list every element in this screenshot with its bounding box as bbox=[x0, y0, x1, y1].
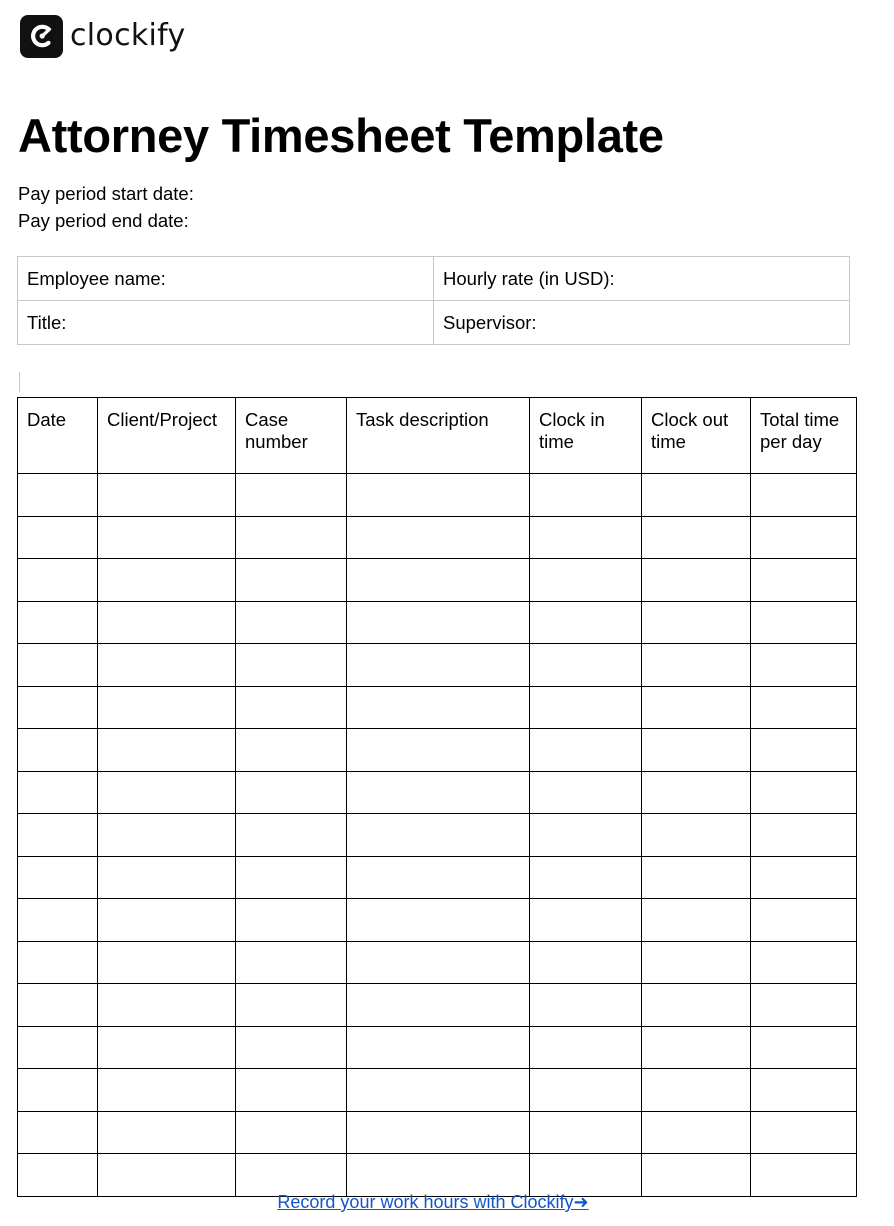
cell-clock-in-time[interactable] bbox=[530, 856, 642, 899]
table-row bbox=[18, 984, 857, 1027]
cell-clock-out-time[interactable] bbox=[642, 1026, 751, 1069]
column-header-case-number: Case number bbox=[236, 398, 347, 474]
cell-case-number[interactable] bbox=[236, 856, 347, 899]
column-header-client-project: Client/Project bbox=[98, 398, 236, 474]
cell-client-project[interactable] bbox=[98, 1111, 236, 1154]
cell-task-description[interactable] bbox=[347, 984, 530, 1027]
cell-clock-out-time[interactable] bbox=[642, 516, 751, 559]
cell-case-number[interactable] bbox=[236, 771, 347, 814]
supervisor-cell[interactable]: Supervisor: bbox=[434, 301, 850, 345]
table-row bbox=[18, 1069, 857, 1112]
cell-date[interactable] bbox=[18, 984, 98, 1027]
cell-case-number[interactable] bbox=[236, 474, 347, 517]
table-row bbox=[18, 856, 857, 899]
cell-clock-in-time[interactable] bbox=[530, 474, 642, 517]
cell-client-project[interactable] bbox=[98, 771, 236, 814]
cell-total-time-per-day[interactable] bbox=[751, 474, 857, 517]
cell-task-description[interactable] bbox=[347, 899, 530, 942]
cell-date[interactable] bbox=[18, 899, 98, 942]
cell-task-description[interactable] bbox=[347, 516, 530, 559]
pay-period-end-label: Pay period end date: bbox=[18, 210, 189, 231]
cell-date[interactable] bbox=[18, 1069, 98, 1112]
timesheet-table bbox=[17, 397, 857, 1197]
cell-clock-out-time[interactable] bbox=[642, 1069, 751, 1112]
cell-task-description[interactable] bbox=[347, 1026, 530, 1069]
cell-client-project[interactable] bbox=[98, 899, 236, 942]
cell-date[interactable] bbox=[18, 601, 98, 644]
cell-clock-out-time[interactable] bbox=[642, 601, 751, 644]
cell-case-number[interactable] bbox=[236, 1026, 347, 1069]
clockify-logo-icon bbox=[20, 15, 63, 58]
cell-client-project[interactable] bbox=[98, 941, 236, 984]
cell-task-description[interactable] bbox=[347, 1154, 530, 1197]
cell-total-time-per-day[interactable] bbox=[751, 1026, 857, 1069]
cell-clock-out-time[interactable] bbox=[642, 1111, 751, 1154]
cell-date[interactable] bbox=[18, 686, 98, 729]
cell-client-project[interactable] bbox=[98, 984, 236, 1027]
clockify-footer-link[interactable]: Record your work hours with Clockify➜ bbox=[277, 1192, 589, 1212]
table-row bbox=[18, 474, 857, 517]
cell-case-number[interactable] bbox=[236, 686, 347, 729]
cell-date[interactable] bbox=[18, 729, 98, 772]
cell-client-project[interactable] bbox=[98, 644, 236, 687]
cell-date[interactable] bbox=[18, 559, 98, 602]
cell-task-description[interactable] bbox=[347, 856, 530, 899]
cell-clock-in-time[interactable] bbox=[530, 899, 642, 942]
cell-total-time-per-day[interactable] bbox=[751, 1111, 857, 1154]
brand-name: clockify bbox=[70, 18, 186, 53]
cell-total-time-per-day[interactable] bbox=[751, 984, 857, 1027]
pay-period-start-label: Pay period start date: bbox=[18, 183, 194, 204]
table-row bbox=[18, 644, 857, 687]
cell-client-project[interactable] bbox=[98, 474, 236, 517]
column-header-date: Date bbox=[18, 398, 98, 474]
table-row bbox=[18, 941, 857, 984]
table-row bbox=[18, 516, 857, 559]
cell-task-description[interactable] bbox=[347, 814, 530, 857]
column-header-total-time-per-day: Total time per day bbox=[751, 398, 857, 474]
cell-clock-in-time[interactable] bbox=[530, 771, 642, 814]
title-cell[interactable]: Title: bbox=[18, 301, 434, 345]
cell-date[interactable] bbox=[18, 856, 98, 899]
cell-clock-in-time[interactable] bbox=[530, 559, 642, 602]
cell-client-project[interactable] bbox=[98, 729, 236, 772]
table-row bbox=[18, 729, 857, 772]
cell-total-time-per-day[interactable] bbox=[751, 856, 857, 899]
cell-clock-out-time[interactable] bbox=[642, 899, 751, 942]
cell-task-description[interactable] bbox=[347, 601, 530, 644]
cell-total-time-per-day[interactable] bbox=[751, 941, 857, 984]
cell-total-time-per-day[interactable] bbox=[751, 899, 857, 942]
cell-clock-in-time[interactable] bbox=[530, 984, 642, 1027]
cell-client-project[interactable] bbox=[98, 1069, 236, 1112]
cell-case-number[interactable] bbox=[236, 984, 347, 1027]
table-row bbox=[18, 1154, 857, 1197]
cell-case-number[interactable] bbox=[236, 729, 347, 772]
cell-clock-out-time[interactable] bbox=[642, 941, 751, 984]
cell-clock-in-time[interactable] bbox=[530, 601, 642, 644]
cell-clock-out-time[interactable] bbox=[642, 814, 751, 857]
table-row bbox=[18, 601, 857, 644]
table-row bbox=[18, 1111, 857, 1154]
table-row bbox=[18, 559, 857, 602]
cell-clock-in-time[interactable] bbox=[530, 729, 642, 772]
cell-total-time-per-day[interactable] bbox=[751, 814, 857, 857]
cell-client-project[interactable] bbox=[98, 814, 236, 857]
cell-total-time-per-day[interactable] bbox=[751, 559, 857, 602]
cell-case-number[interactable] bbox=[236, 644, 347, 687]
column-header-task-description: Task description bbox=[347, 398, 530, 474]
cell-clock-out-time[interactable] bbox=[642, 729, 751, 772]
cell-case-number[interactable] bbox=[236, 559, 347, 602]
cell-case-number[interactable] bbox=[236, 1069, 347, 1112]
timesheet-body bbox=[18, 474, 857, 1197]
cell-date[interactable] bbox=[18, 516, 98, 559]
cell-task-description[interactable] bbox=[347, 474, 530, 517]
cell-clock-out-time[interactable] bbox=[642, 474, 751, 517]
cell-task-description[interactable] bbox=[347, 771, 530, 814]
cell-total-time-per-day[interactable] bbox=[751, 771, 857, 814]
table-header-row bbox=[18, 398, 857, 474]
cell-date[interactable] bbox=[18, 474, 98, 517]
employee-info-table bbox=[17, 256, 850, 345]
cell-task-description[interactable] bbox=[347, 729, 530, 772]
cell-clock-out-time[interactable] bbox=[642, 686, 751, 729]
column-header-clock-out-time: Clock out time bbox=[642, 398, 751, 474]
cell-clock-in-time[interactable] bbox=[530, 941, 642, 984]
cell-date[interactable] bbox=[18, 644, 98, 687]
cell-clock-in-time[interactable] bbox=[530, 644, 642, 687]
cell-total-time-per-day[interactable] bbox=[751, 601, 857, 644]
table-row bbox=[18, 686, 857, 729]
cell-total-time-per-day[interactable] bbox=[751, 644, 857, 687]
cell-clock-in-time[interactable] bbox=[530, 686, 642, 729]
cell-total-time-per-day[interactable] bbox=[751, 516, 857, 559]
cell-client-project[interactable] bbox=[98, 601, 236, 644]
cell-clock-in-time[interactable] bbox=[530, 1069, 642, 1112]
cell-date[interactable] bbox=[18, 941, 98, 984]
cell-task-description[interactable] bbox=[347, 559, 530, 602]
cell-total-time-per-day[interactable] bbox=[751, 729, 857, 772]
cell-case-number[interactable] bbox=[236, 1111, 347, 1154]
cell-clock-in-time[interactable] bbox=[530, 1154, 642, 1197]
table-row bbox=[18, 899, 857, 942]
cell-clock-out-time[interactable] bbox=[642, 559, 751, 602]
cell-client-project[interactable] bbox=[98, 856, 236, 899]
cell-task-description[interactable] bbox=[347, 644, 530, 687]
cell-case-number[interactable] bbox=[236, 941, 347, 984]
cell-clock-out-time[interactable] bbox=[642, 984, 751, 1027]
cell-total-time-per-day[interactable] bbox=[751, 1154, 857, 1197]
info-row bbox=[18, 301, 850, 345]
cell-clock-in-time[interactable] bbox=[530, 1111, 642, 1154]
cell-client-project[interactable] bbox=[98, 516, 236, 559]
cell-case-number[interactable] bbox=[236, 601, 347, 644]
cell-client-project[interactable] bbox=[98, 559, 236, 602]
cell-date[interactable] bbox=[18, 1026, 98, 1069]
table-row bbox=[18, 814, 857, 857]
hourly-rate-cell[interactable]: Hourly rate (in USD): bbox=[434, 257, 850, 301]
cell-client-project[interactable] bbox=[98, 1026, 236, 1069]
document-title: Attorney Timesheet Template bbox=[18, 109, 664, 162]
cell-date[interactable] bbox=[18, 1154, 98, 1197]
cell-task-description[interactable] bbox=[347, 1069, 530, 1112]
info-row bbox=[18, 257, 850, 301]
cell-case-number[interactable] bbox=[236, 814, 347, 857]
cell-date[interactable] bbox=[18, 1111, 98, 1154]
cell-total-time-per-day[interactable] bbox=[751, 686, 857, 729]
cell-task-description[interactable] bbox=[347, 686, 530, 729]
cell-date[interactable] bbox=[18, 814, 98, 857]
cell-total-time-per-day[interactable] bbox=[751, 1069, 857, 1112]
cell-client-project[interactable] bbox=[98, 1154, 236, 1197]
cell-clock-in-time[interactable] bbox=[530, 516, 642, 559]
cell-clock-out-time[interactable] bbox=[642, 771, 751, 814]
employee-name-cell[interactable]: Employee name: bbox=[18, 257, 434, 301]
cell-clock-in-time[interactable] bbox=[530, 814, 642, 857]
cell-task-description[interactable] bbox=[347, 941, 530, 984]
table-row bbox=[18, 771, 857, 814]
cell-clock-in-time[interactable] bbox=[530, 1026, 642, 1069]
cell-case-number[interactable] bbox=[236, 1154, 347, 1197]
cell-client-project[interactable] bbox=[98, 686, 236, 729]
table-row bbox=[18, 1026, 857, 1069]
cell-date[interactable] bbox=[18, 771, 98, 814]
text-cursor-marker bbox=[19, 372, 20, 392]
cell-clock-out-time[interactable] bbox=[642, 644, 751, 687]
cell-task-description[interactable] bbox=[347, 1111, 530, 1154]
cell-case-number[interactable] bbox=[236, 899, 347, 942]
cell-clock-out-time[interactable] bbox=[642, 1154, 751, 1197]
cell-case-number[interactable] bbox=[236, 516, 347, 559]
cell-clock-out-time[interactable] bbox=[642, 856, 751, 899]
clockify-logo bbox=[20, 14, 186, 58]
column-header-clock-in-time: Clock in time bbox=[530, 398, 642, 474]
